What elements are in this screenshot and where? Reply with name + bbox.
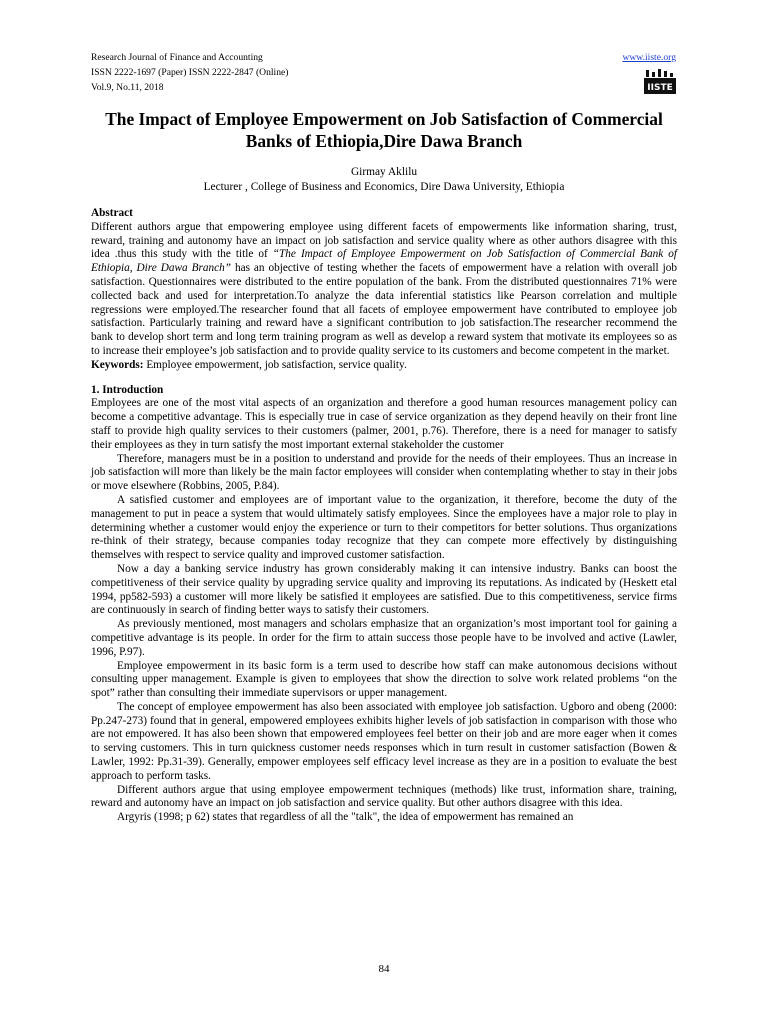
intro-paragraph-3: A satisfied customer and employees are of important value to the organization, it therefore, become the duty of the management to put in peace a system that would ultimately satisfy employees. Since the employees have a major role to play in determining whether a customer would enjoy the experience or turn to their competitors for better solutions. Thus organizations re-think of their strategy, because companies today recognize that they can compete more effectively by distinguishing themselves with respect to service quality and improved customer satisfaction.: [91, 493, 677, 562]
paper-title: The Impact of Employee Empowerment on Job Satisfaction of Commercial Banks of Ethiopia,Dire Dawa Branch: [105, 109, 663, 151]
abstract-text: Different authors argue that empowering employee using different facets of empowerments like information sharing, trust, reward, training and autonomy have an impact on job satisfaction and service quality where as other authors disagree with this idea .thus this study with the title of “The Impact of Employee Empowerment on Job Satisfaction of Commercial Bank of Ethiopia, Dire Dawa Branch” has an objective of testing whether the facets of empowerment have a relation with overall job satisfaction. Questionnaires were distributed to the entire population of the bank. From the distributed questionnaires 71% were collected back and used for interpretation.To analyze the data inferential statistics like Pearson correlation and multiple regressions were employed.The researcher found that all facets of employee empowerment have contributed to employee job satisfaction. Particularly training and reward have a significant contribution to job satisfaction.The researcher recommend the bank to develop short term and long term training program as well as develop a reward system that motivate its employees so as to increase their employee’s job satisfaction and to provide quality service to its customers and become competent in the market.: [91, 220, 677, 357]
author-block: [91, 165, 677, 194]
keywords-label: Keywords:: [91, 358, 144, 371]
logo-text: IISTE: [647, 83, 673, 93]
intro-heading: 1. Introduction: [91, 383, 164, 396]
journal-volume: Vol.9, No.11, 2018: [91, 82, 164, 93]
intro-paragraph-2: Therefore, managers must be in a position to understand and provide for the needs of their employees. Thus an increase in job satisfaction will more than likely be the main factor employees will consider when contemplating whether to stay in their jobs or move elsewhere (Robbins, 2005, P.84).: [91, 452, 677, 493]
iiste-logo-icon: [644, 68, 676, 94]
intro-paragraph-8: Different authors argue that using employee empowerment techniques (methods) like trust, information share, training, reward and autonomy have an impact on job satisfaction and service quality. But other authors disagree with this idea.: [91, 783, 677, 810]
intro-paragraph-5: As previously mentioned, most managers and scholars emphasize that an organization’s most important tool for gaining a competitive advantage is its people. In order for the firm to attain success those people have to be involved and active (Lawler, 1996, P.97).: [91, 618, 677, 658]
keywords-text: Employee empowerment, job satisfaction, service quality.: [143, 358, 407, 371]
website-link[interactable]: www.iiste.org: [622, 52, 676, 63]
paper-body: [91, 207, 677, 825]
keywords: [91, 359, 677, 373]
intro-paragraph-7: The concept of employee empowerment has also been associated with employee job satisfaction. Ugboro and obeng (2000: Pp.247-273) found that in general, empowered employees exhibits higher levels of job satisfaction in comparison with those who are not empowered. It has also been shown that empowered employees feel better on their job and are more eager when it comes to serving customers. This in turn quickness customer needs responses which in turn result in customer satisfaction (Bowen & Lawler, 1992: Pp.31-39). Generally, empower employees self efficacy level increase as they are in a position to evaluate the best approach to perform tasks.: [91, 700, 677, 782]
intro-paragraph-9: Argyris (1998; p 62) states that regardless of all the "talk", the idea of empowerment has remained an: [117, 811, 574, 824]
page-number: 84: [378, 963, 390, 975]
intro-paragraph-4: Now a day a banking service industry has grown considerably making it can intensive industry. Banks can boost the competitiveness of their service quality by upgrading service quality and improving its reputations. As indicated by (Heskett etal 1994, pp582-593) a customer will more likely be satisfied it employees are satisfied. Due to this competitiveness, service firms are continuously in search of finding better ways to satisfy their customers.: [91, 562, 677, 617]
journal-name: Research Journal of Finance and Accounting: [91, 52, 263, 63]
abstract-study-title: “The Impact of Employee Empowerment on Job Satisfaction of Commercial Bank of Ethiopia, Dire Dawa Branch”: [91, 248, 677, 275]
journal-header: [91, 50, 288, 95]
abstract-heading: Abstract: [91, 207, 133, 219]
journal-issn: ISSN 2222-1697 (Paper) ISSN 2222-2847 (Online): [91, 67, 289, 78]
author-affiliation: Lecturer , College of Business and Economics, Dire Dawa University, Ethiopia: [203, 180, 565, 193]
intro-paragraph-6: Employee empowerment in its basic form is a term used to describe how staff can make autonomous decisions without consulting upper management. Example is given to employees that show the direction to solve work related problems “on the spot” rather than consulting their immediate supervisors or upper management.: [91, 659, 677, 700]
intro-paragraph-1: Employees are one of the most vital aspects of an organization and therefore a good human resources management policy can become a competitive advantage. This is especially true in case of service organization as they depend heavily on their front line staff to provide high quality services to their customers (palmer, 2001, p.76). Therefore, there is a need for manager to satisfy their employees as they in turn satisfy the most important external stakeholder the customer: [91, 397, 677, 451]
author-name: Girmay Aklilu: [350, 166, 418, 178]
